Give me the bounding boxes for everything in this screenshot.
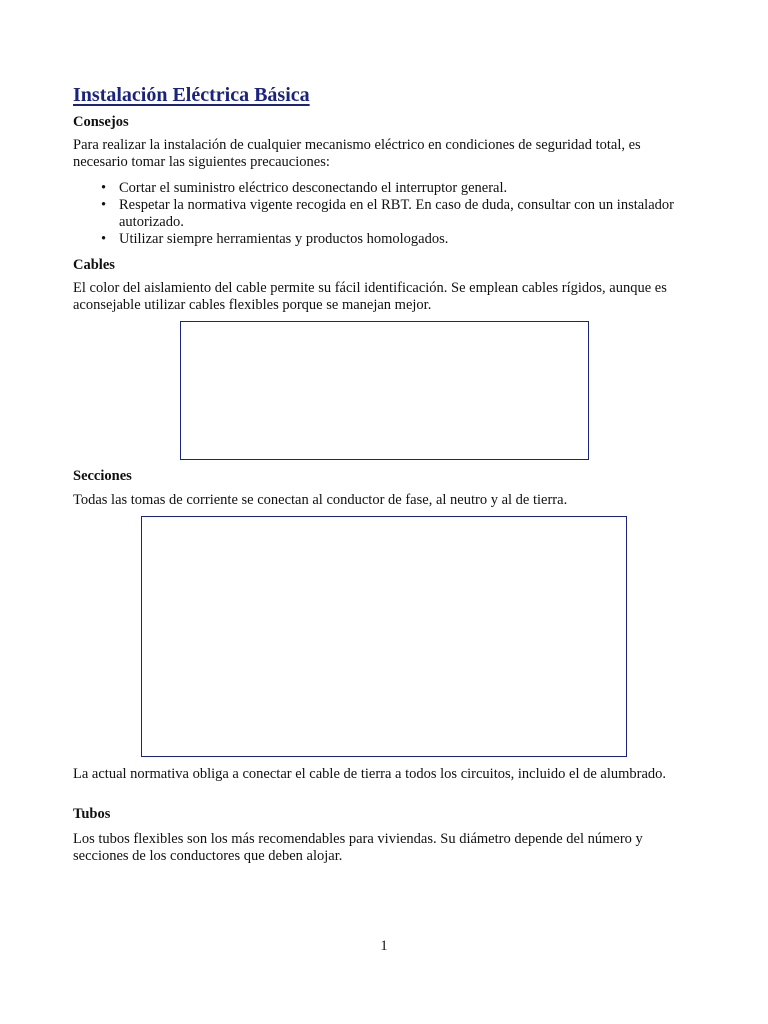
list-item-text: Cortar el suministro eléctrico desconectando el interruptor general.: [119, 180, 508, 196]
secciones-image-placeholder: [141, 516, 627, 757]
heading-cables: Cables: [73, 257, 115, 273]
list-item-text: Utilizar siempre herramientas y productos homologados.: [119, 231, 449, 247]
paragraph-consejos-intro: Para realizar la instalación de cualquier mecanismo eléctrico en condiciones de seguridad total, es necesario tomar las siguientes precauciones:: [73, 137, 641, 170]
heading-tubos: Tubos: [73, 806, 111, 822]
list-item-text: Respetar la normativa vigente recogida en el RBT. En caso de duda, consultar con un instalador autorizado.: [119, 197, 674, 230]
cables-image-placeholder: [180, 321, 589, 460]
paragraph-cables: El color del aislamiento del cable permite su fácil identificación. Se emplean cables rígidos, aunque es aconsejable utilizar cables flexibles porque se manejan mejor.: [73, 280, 667, 313]
bullet-icon: •: [101, 231, 107, 247]
paragraph-tubos: Los tubos flexibles son los más recomendables para viviendas. Su diámetro depende del número y secciones de los conductores que deben alojar.: [73, 831, 643, 864]
list-item: [73, 231, 698, 248]
precautions-list: [73, 180, 698, 248]
document-title: Instalación Eléctrica Básica: [73, 84, 310, 106]
paragraph-secciones: Todas las tomas de corriente se conectan al conductor de fase, al neutro y al de tierra.: [73, 492, 568, 508]
heading-secciones: Secciones: [73, 468, 132, 484]
heading-consejos: Consejos: [73, 114, 129, 130]
list-item: [73, 180, 698, 197]
bullet-icon: •: [101, 180, 107, 196]
list-item: [73, 197, 698, 231]
paragraph-normativa: La actual normativa obliga a conectar el cable de tierra a todos los circuitos, incluido el de alumbrado.: [73, 766, 667, 782]
bullet-icon: •: [101, 197, 107, 213]
page-number: 1: [380, 938, 388, 954]
